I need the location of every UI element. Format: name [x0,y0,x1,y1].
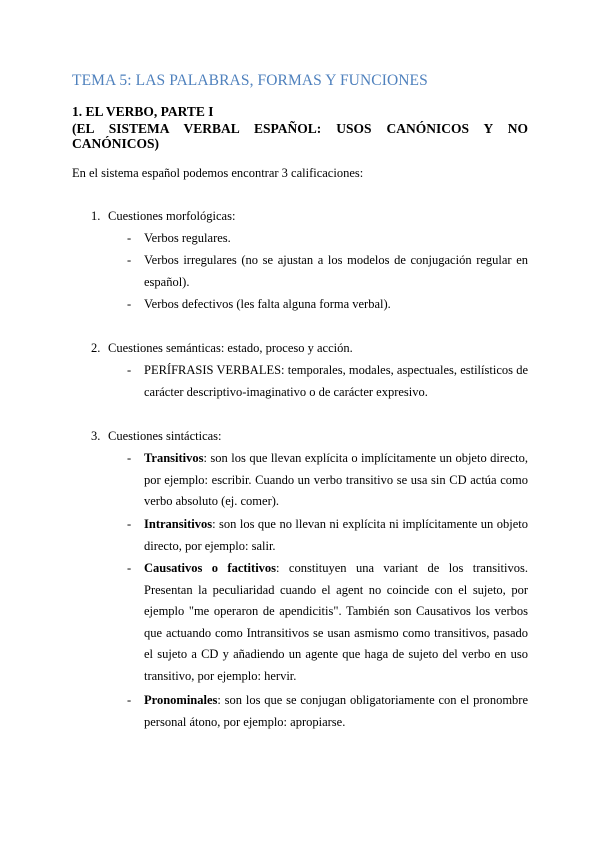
list-item: Verbos defectivos (les falta alguna forma verbal). [144,297,391,311]
bullet-dash: - [127,253,132,267]
list-item: Pronominales: son los que se conjugan obligatoriamente con el pronombre personal átono, por ejemplo: apropiarse. [144,693,528,729]
list-section-label: Cuestiones semánticas: estado, proceso y acción. [108,341,353,355]
list-item: Intransitivos: son los que no llevan ni explícita ni implícitamente un objeto directo, por ejemplo: salir. [144,517,528,553]
list-item: Causativos o factitivos: constituyen una variant de los transitivos. Presentan la peculiaridad cuando el agent no coincide con el sujeto, por ejemplo "me operaron de apendicitis". También son Causativos los verbos que actuando como Intransitivos se usan asmismo como transitivos, pasado el sujeto a CD y añadiendo un agente que haga de sujeto del verbo en uso transitivo, por ejemplo: hervir. [144,561,528,683]
bullet-dash: - [127,297,132,311]
bullet-dash: - [127,517,132,531]
document-title: TEMA 5: LAS PALABRAS, FORMAS Y FUNCIONES [72,72,428,89]
list-section-label: Cuestiones morfológicas: [108,209,236,223]
list-section-1 [91,209,235,224]
bullet-dash: - [127,231,132,245]
bullet-dash: - [127,693,132,707]
bullet-dash: - [127,363,132,377]
list-section-2 [91,341,353,356]
list-item: PERÍFRASIS VERBALES: temporales, modales, aspectuales, estilísticos de carácter descriptivo-imaginativo o de carácter expresivo. [144,363,528,399]
list-section-3 [91,429,222,444]
list-item: Verbos regulares. [144,231,231,245]
list-item: Verbos irregulares (no se ajustan a los modelos de conjugación regular en español). [144,253,528,289]
section-heading: 1. EL VERBO, PARTE I [72,104,214,119]
intro-paragraph: En el sistema español podemos encontrar 3 calificaciones: [72,166,364,180]
bullet-dash: - [127,561,132,575]
list-number: 2. [91,341,101,355]
section-subheading: (EL SISTEMA VERBAL ESPAÑOL: USOS CANÓNICOS Y NO CANÓNICOS) [72,121,528,151]
list-number: 1. [91,209,101,223]
list-item: Transitivos: son los que llevan explícita o implícitamente un objeto directo, por ejemplo: escribir. Cuando un verbo transitivo se usa sin CD actúa como verbo absoluto (ej. comer). [144,451,528,508]
list-number: 3. [91,429,101,443]
bullet-dash: - [127,451,132,465]
list-section-label: Cuestiones sintácticas: [108,429,222,443]
